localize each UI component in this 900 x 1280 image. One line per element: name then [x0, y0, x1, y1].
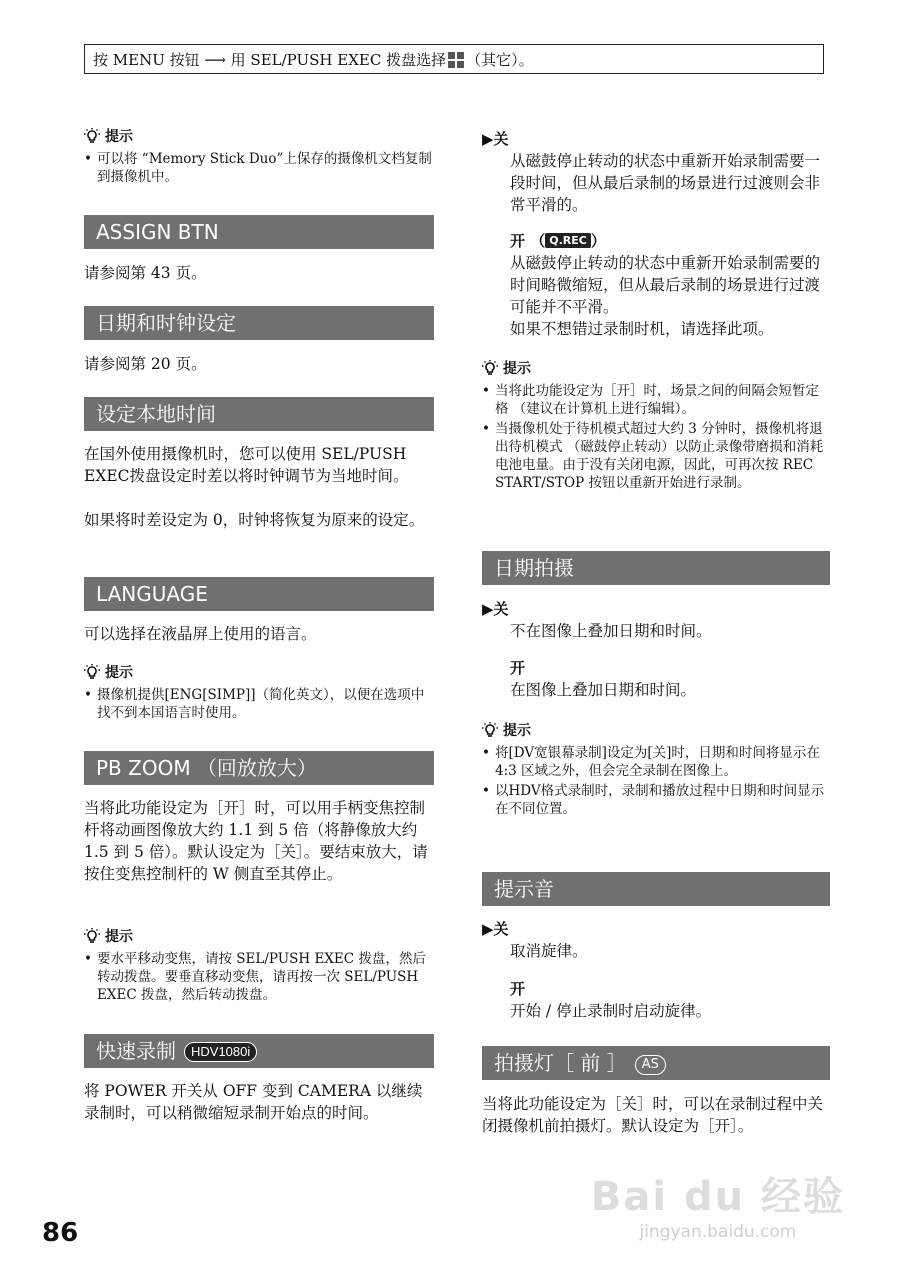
- camera-light-text: 当将此功能设定为［关］时，可以在录制过程中关闭摄像机前拍摄灯。默认设定为［开］。: [482, 1095, 824, 1135]
- as-badge: AS: [635, 1055, 666, 1075]
- beep-option-off: [482, 918, 830, 962]
- option-desc-2: 如果不想错过录制时机，请选择此项。: [510, 320, 774, 338]
- pb-zoom-text: 当将此功能设定为［开］时，可以用手柄变焦控制杆将动画图像放大约 1.1 到 5 倍（将静像放大约 1.5 到 5 倍）。默认设定为［关］。要结束放大，请按住变焦控制杆的 W 侧直至其停止。: [84, 799, 428, 883]
- date-time-text: 请参阅第 20 页。: [84, 355, 207, 373]
- quick-rec-title: 快速录制: [96, 1039, 176, 1063]
- tip-item: • 可以将 “Memory Stick Duo”上保存的摄像机文档复制到摄像机中。: [84, 150, 434, 186]
- option-name-close: ）: [590, 232, 606, 250]
- date-stamp-option-on: [482, 657, 830, 701]
- tip-item: • 以HDV格式录制时，录制和播放过程中日期和时间显示在不同位置。: [482, 782, 830, 818]
- tip-language: [84, 664, 434, 724]
- section-header-assign-btn: ASSIGN BTN: [84, 215, 434, 249]
- local-time-text-2: 如果将时差设定为 0，时钟将恢复为原来的设定。: [84, 511, 425, 529]
- watermark-url: jingyan.baidu.com: [639, 1222, 797, 1242]
- grid-icon: [448, 52, 464, 68]
- tip-label: 提示: [105, 929, 133, 945]
- option-name: 开: [510, 659, 526, 677]
- lightbulb-icon: [482, 360, 498, 376]
- tip-label: 提示: [105, 665, 133, 681]
- beep-option-on: [482, 978, 830, 1022]
- tip-quick-rec: [482, 360, 830, 494]
- assign-btn-text: 请参阅第 43 页。: [84, 264, 207, 282]
- hdv-badge: HDV1080i: [184, 1042, 257, 1062]
- lightbulb-icon: [84, 128, 100, 144]
- lightbulb-icon: [84, 664, 100, 680]
- section-header-pb-zoom: PB ZOOM （回放放大）: [84, 751, 434, 785]
- page-number: 86: [42, 1218, 79, 1248]
- option-name: 开 （: [510, 232, 546, 250]
- quick-rec-option-off: [482, 128, 830, 216]
- section-header-camera-light: [482, 1046, 830, 1080]
- option-desc: 从磁鼓停止转动的状态中重新开始录制需要的时间略微缩短，但从最后录制的场景进行过渡可能并不平滑。: [510, 254, 821, 316]
- option-name: ▶关: [482, 600, 509, 618]
- option-name: ▶关: [482, 920, 509, 938]
- option-desc: 开始 / 停止录制时启动旋律。: [510, 1002, 712, 1020]
- watermark-logo: Bai du 经验: [590, 1174, 845, 1220]
- section-header-date-stamp: 日期拍摄: [482, 551, 830, 585]
- section-header-quick-rec: [84, 1034, 434, 1068]
- option-desc: 从磁鼓停止转动的状态中重新开始录制需要一段时间，但从最后录制的场景进行过渡则会非常平滑的。: [510, 152, 821, 214]
- section-header-local-time: 设定本地时间: [84, 397, 434, 431]
- section-header-beep: 提示音: [482, 872, 830, 906]
- tip-item: • 要水平移动变焦，请按 SEL/PUSH EXEC 拨盘，然后转动拨盘。要垂直移动变焦，请再按一次 SEL/PUSH EXEC 拨盘，然后转动拨盘。: [84, 950, 434, 1004]
- language-text: 可以选择在液晶屏上使用的语言。: [84, 625, 317, 643]
- tip-memory-stick: [84, 128, 434, 188]
- tip-item: • 当摄像机处于待机模式超过大约 3 分钟时，摄像机将退出待机模式 （磁鼓停止转动）以防止录像带磨损和消耗电池电量。由于没有关闭电源，因此，可再次按 REC START/STOP 按钮以重新开始进行录制。: [482, 420, 830, 492]
- option-name: ▶关: [482, 130, 509, 148]
- qrec-badge: Q.REC: [545, 233, 591, 248]
- option-name: 开: [510, 980, 526, 998]
- camera-light-title: 拍摄灯［ 前 ］: [494, 1051, 627, 1075]
- date-stamp-option-off: [482, 598, 830, 642]
- tip-zoom: [84, 928, 434, 1006]
- option-desc: 不在图像上叠加日期和时间。: [510, 622, 712, 640]
- option-desc: 取消旋律。: [510, 942, 588, 960]
- tip-item: • 将[DV宽银幕录制]设定为[关]时，日期和时间将显示在 4:3 区域之外，但会完全录制在图像上。: [482, 744, 830, 780]
- option-desc: 在图像上叠加日期和时间。: [510, 681, 697, 699]
- section-header-language: LANGUAGE: [84, 577, 434, 611]
- instruction-suffix: （其它）。: [466, 51, 534, 69]
- tip-item: • 当将此功能设定为［开］时，场景之间的间隔会短暂定格 （建议在计算机上进行编辑）。: [482, 382, 830, 418]
- lightbulb-icon: [84, 928, 100, 944]
- tip-label: 提示: [503, 723, 531, 739]
- watermark: [591, 1165, 845, 1242]
- tip-label: 提示: [503, 361, 531, 377]
- tip-label: 提示: [105, 129, 133, 145]
- instruction-text: 按 MENU 按钮 ⟶ 用 SEL/PUSH EXEC 拨盘选择: [93, 51, 447, 69]
- quick-rec-text: 将 POWER 开关从 OFF 变到 CAMERA 以继续录制时，可以稍微缩短录制开始点的时间。: [84, 1082, 423, 1122]
- menu-instruction-box: [84, 44, 824, 74]
- section-header-date-time: 日期和时钟设定: [84, 306, 434, 340]
- local-time-text: 在国外使用摄像机时，您可以使用 SEL/PUSH EXEC拨盘设定时差以将时钟调节为当地时间。: [84, 445, 409, 485]
- tip-item: • 摄像机提供[ENG[SIMP]]（简化英文），以便在选项中找不到本国语言时使用。: [84, 686, 434, 722]
- quick-rec-option-on: [482, 230, 830, 340]
- lightbulb-icon: [482, 722, 498, 738]
- tip-date-stamp: [482, 722, 830, 820]
